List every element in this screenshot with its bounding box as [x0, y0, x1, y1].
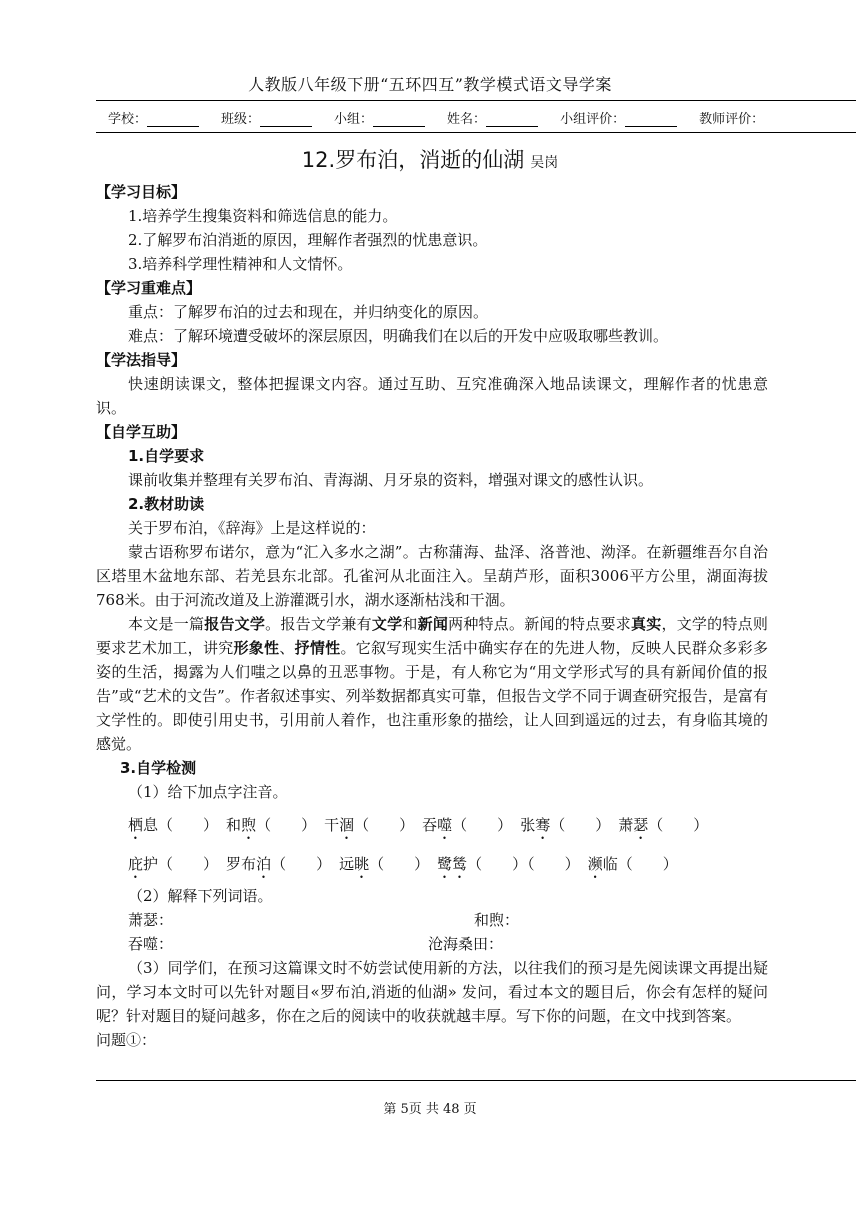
- header-title: 人教版八年级下册“五环四互”教学模式语文导学案: [248, 75, 612, 94]
- definition-xiaose[interactable]: 萧瑟：: [128, 911, 174, 929]
- method-text: 快速朗读课文，整体把握课文内容。通过互助、互究准确深入地品读课文，理解作者的忧患意识。: [96, 375, 768, 417]
- self-study-requirement-heading: 1.自学要求: [128, 447, 205, 465]
- definition-row-2: [96, 932, 768, 956]
- lesson-author: 吴岗: [530, 155, 559, 171]
- header-rule: [96, 100, 856, 101]
- group-field[interactable]: 小组：: [334, 108, 425, 127]
- class-field[interactable]: 班级：: [221, 108, 312, 127]
- phonetic-item[interactable]: 远眺（ ）: [339, 855, 430, 873]
- question-1: （1）给下加点字注音。: [128, 783, 288, 801]
- definition-row-1: [96, 908, 768, 932]
- phonetic-item[interactable]: 和煦（ ）: [226, 816, 317, 834]
- textbook-aid-description: 蒙古语称罗布诺尔，意为“汇入多水之湖”。古称蒲海、盐泽、洛普池、泑泽。在新疆维吾尔自治区塔里木盆地东部、若羌县东北部。孔雀河从北面注入。呈葫芦形，面积3006平方公里，湖面海拔768米。由于河流改道及上游灌溉引水，湖水逐渐枯浅和干涸。: [96, 543, 768, 609]
- phonetic-item[interactable]: 萧瑟（ ）: [618, 816, 709, 834]
- phonetic-item[interactable]: 庇护（ ）: [128, 855, 219, 873]
- question-answer-label[interactable]: 问题①：: [96, 1031, 157, 1049]
- phonetic-item[interactable]: 濒临（ ）: [587, 855, 678, 873]
- phonetic-row-1: [96, 810, 768, 843]
- teacher-evaluation-field[interactable]: 教师评价：: [699, 112, 765, 127]
- hard-point: 难点：了解环境遭受破坏的深层原因，明确我们在以后的开发中应吸取哪些教训。: [128, 327, 669, 345]
- phonetic-item[interactable]: 吞噬（ ）: [422, 816, 513, 834]
- key-point: 重点：了解罗布泊的过去和现在，并归纳变化的原因。: [128, 303, 489, 321]
- phonetic-item[interactable]: 张骞（ ）: [520, 816, 611, 834]
- name-field[interactable]: 姓名：: [447, 108, 538, 127]
- lesson-title-block: [0, 144, 860, 174]
- definition-canghaisangtian[interactable]: 沧海桑田：: [428, 935, 504, 953]
- phonetic-item[interactable]: 罗布泊（ ）: [226, 855, 332, 873]
- self-study-requirement-text: 课前收集并整理有关罗布泊、青海湖、月牙泉的资料，增强对课文的感性认识。: [128, 471, 654, 489]
- section-heading-self-study: 【自学互助】: [96, 423, 187, 441]
- textbook-aid-intro: 关于罗布泊，《辞海》上是这样说的：: [128, 519, 376, 537]
- section-heading-method: 【学法指导】: [96, 351, 187, 369]
- footer-rule: [96, 1080, 856, 1081]
- goal-item: 2.了解罗布泊消逝的原因，理解作者强烈的忧患意识。: [128, 231, 488, 249]
- phonetic-item[interactable]: 栖息（ ）: [128, 816, 219, 834]
- definition-hexu[interactable]: 和煦：: [474, 911, 520, 929]
- definition-tunshi[interactable]: 吞噬：: [128, 935, 174, 953]
- info-rule: [96, 132, 856, 133]
- page-number: 第 5页 共 48 页: [383, 1102, 477, 1117]
- question-3: （3）同学们，在预习这篇课文时不妨尝试使用新的方法，以往我们的预习是先阅读课文再提出疑问，学习本文时可以先针对题目«罗布泊,消逝的仙湖» 发问，看过本文的题目后，你会有怎样的疑问呢？针对题目的疑问越多，你在之后的阅读中的收获就越丰厚。写下你的问题，在文中找到答案。: [96, 959, 768, 1025]
- section-heading-difficulty: 【学习重难点】: [96, 279, 202, 297]
- lesson-title: 12.罗布泊，消逝的仙湖: [301, 148, 525, 172]
- goal-item: 1.培养学生搜集资料和筛选信息的能力。: [128, 207, 398, 225]
- section-heading-goals: 【学习目标】: [96, 183, 187, 201]
- phonetic-item[interactable]: 干涸（ ）: [324, 816, 415, 834]
- textbook-aid-heading: 2.教材助读: [128, 495, 205, 513]
- self-check-heading: 3.自学检测: [120, 759, 197, 777]
- group-evaluation-field[interactable]: 小组评价：: [560, 108, 677, 127]
- phonetic-item[interactable]: 鹭鸶（ ）（ ）: [437, 855, 580, 873]
- question-2: （2）解释下列词语。: [128, 887, 273, 905]
- genre-paragraph: 本文是一篇报告文学。报告文学兼有文学和新闻两种特点。新闻的特点要求真实，文学的特点则要求艺术加工，讲究形象性、抒情性。它叙写现实生活中确实存在的先进人物，反映人民群众多彩多姿的生活，揭露为人们嗤之以鼻的丑恶事物。于是，有人称它为“用文学形式写的具有新闻价值的报告”或“艺术的文告”。作者叙述事实、列举数据都真实可靠，但报告文学不同于调查研究报告，是富有文学性的。即使引用史书，引用前人着作，也注重形象的描绘，让人回到遥远的过去，有身临其境的感觉。: [96, 615, 768, 753]
- goal-item: 3.培养科学理性精神和人文情怀。: [128, 255, 353, 273]
- phonetic-row-2: [96, 849, 768, 882]
- student-info-bar: [108, 108, 808, 127]
- school-field[interactable]: 学校：: [108, 108, 199, 127]
- lesson-content: [96, 180, 768, 1052]
